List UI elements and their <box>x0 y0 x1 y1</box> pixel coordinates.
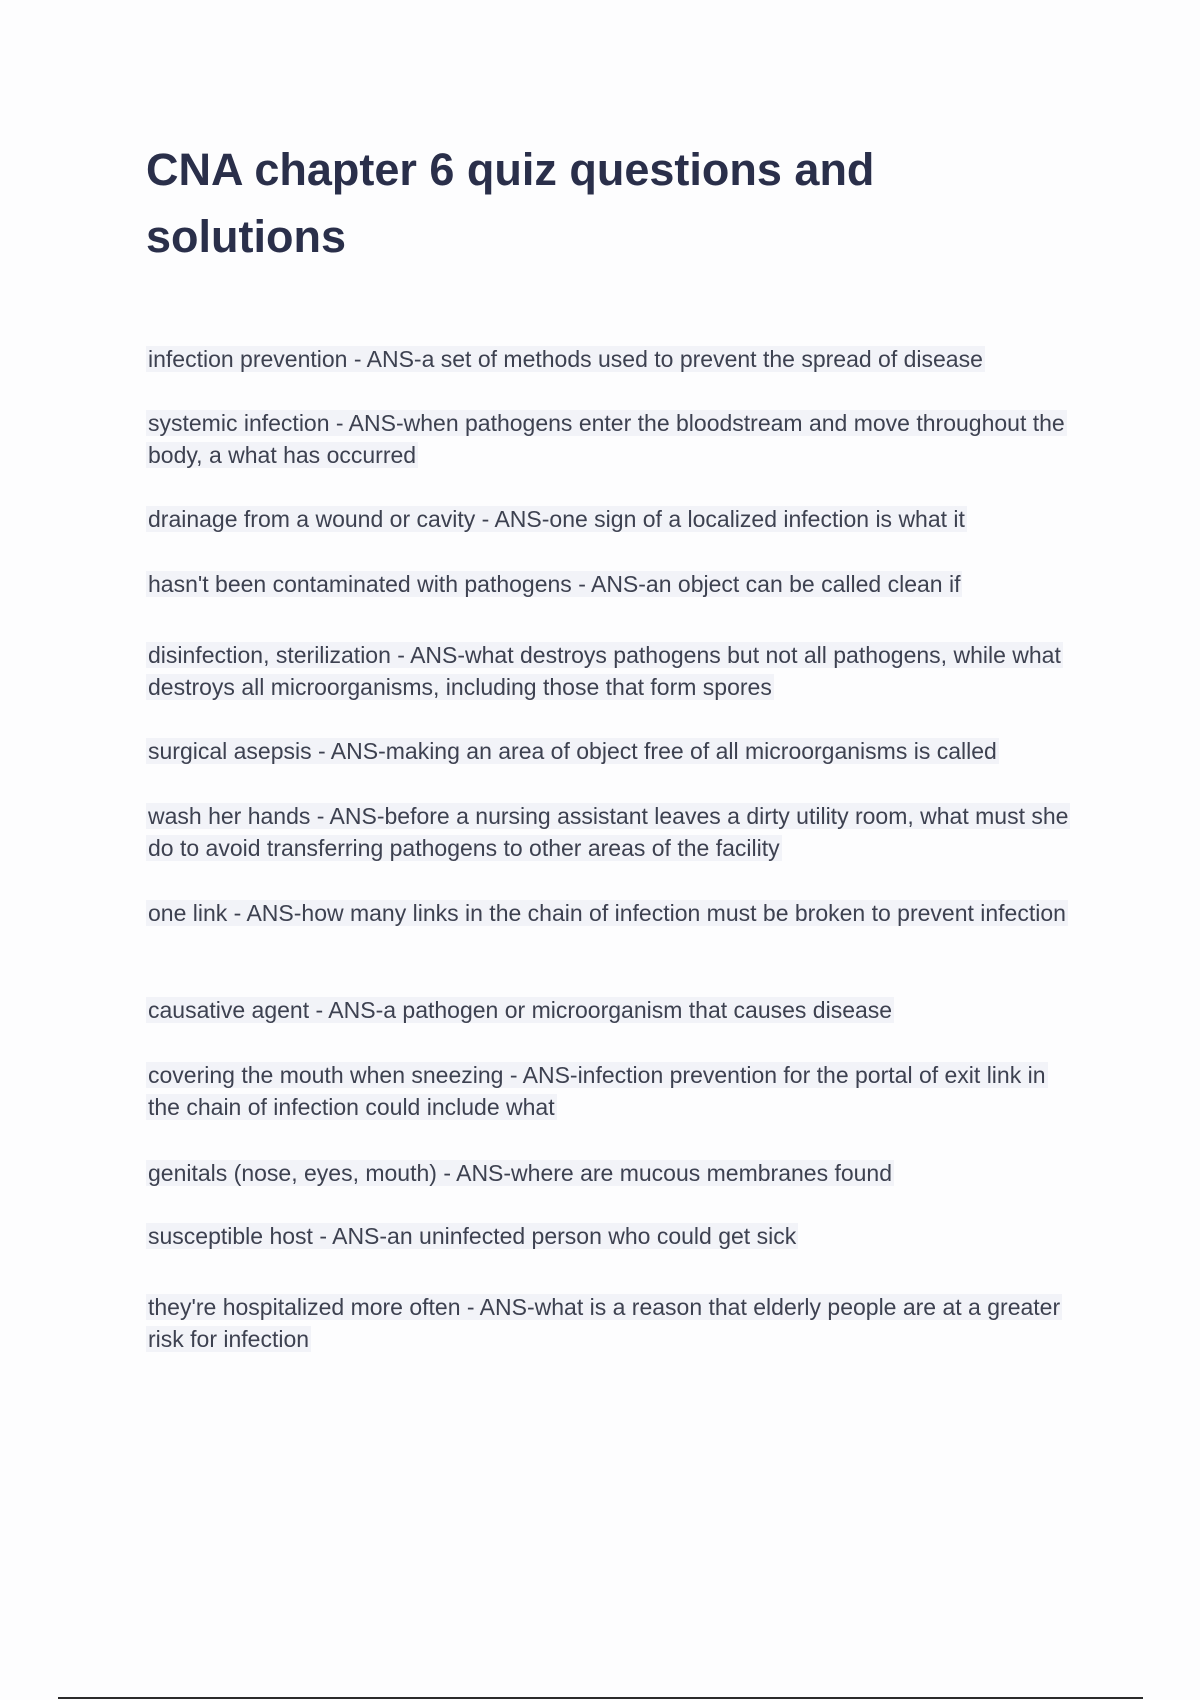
qa-item: susceptible host - ANS-an uninfected person who could get sick <box>148 1223 797 1249</box>
qa-item: systemic infection - ANS-when pathogens enter the bloodstream and move throughout the body, a what has occurred <box>148 410 1065 468</box>
qa-item: surgical asepsis - ANS-making an area of object free of all microorganisms is called <box>148 738 997 764</box>
qa-item: genitals (nose, eyes, mouth) - ANS-where are mucous membranes found <box>148 1160 893 1186</box>
qa-item: wash her hands - ANS-before a nursing assistant leaves a dirty utility room, what must she do to avoid transferring pathogens to other areas of the facility <box>148 803 1069 861</box>
qa-item: causative agent - ANS-a pathogen or microorganism that causes disease <box>148 997 893 1023</box>
footer-divider <box>58 1697 1143 1699</box>
page-title: CNA chapter 6 quiz questions and solutions <box>146 144 875 262</box>
qa-item: infection prevention - ANS-a set of methods used to prevent the spread of disease <box>148 346 983 372</box>
qa-item: disinfection, sterilization - ANS-what destroys pathogens but not all pathogens, while what destroys all microorganisms, including those that form spores <box>148 642 1061 700</box>
qa-item: drainage from a wound or cavity - ANS-one sign of a localized infection is what it <box>148 506 965 532</box>
qa-item: one link - ANS-how many links in the chain of infection must be broken to prevent infection <box>148 900 1066 926</box>
qa-item: covering the mouth when sneezing - ANS-infection prevention for the portal of exit link in the chain of infection could include what <box>148 1062 1046 1120</box>
qa-item: hasn't been contaminated with pathogens - ANS-an object can be called clean if <box>148 571 961 597</box>
qa-item: they're hospitalized more often - ANS-what is a reason that elderly people are at a greater risk for infection <box>148 1294 1061 1352</box>
